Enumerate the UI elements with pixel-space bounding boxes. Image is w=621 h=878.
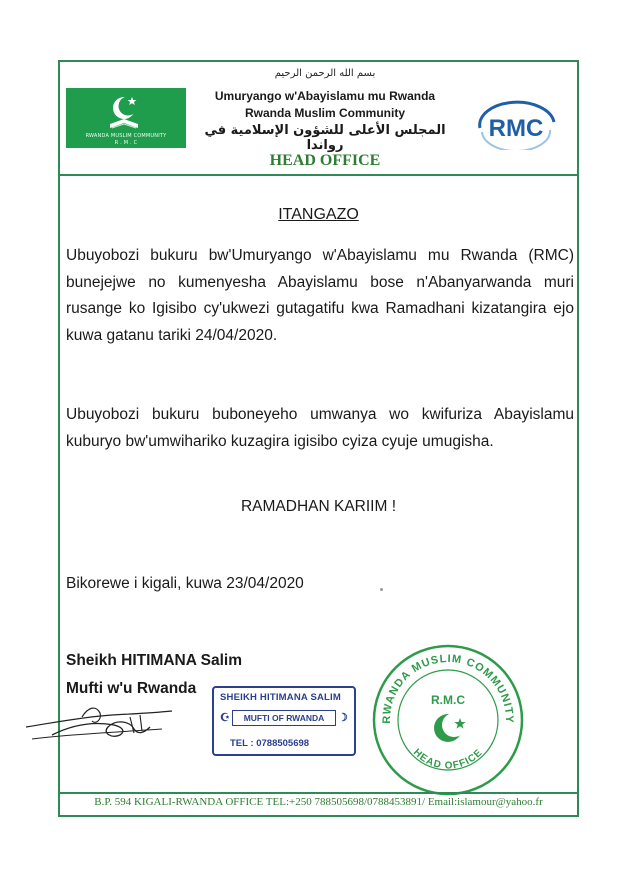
footer-divider: [60, 792, 577, 794]
stamp-title: MUFTI OF RWANDA: [232, 710, 336, 726]
mufti-stamp: [212, 686, 356, 756]
org-name-english: Rwanda Muslim Community: [244, 106, 405, 120]
logo-org-text: RWANDA MUSLIM COMMUNITY: [85, 133, 167, 139]
header-divider: [60, 174, 577, 176]
stamp-phone: TEL : 0788505698: [230, 738, 310, 749]
rmc-logo-text: RMC: [488, 115, 544, 142]
crescent-icon: ☪: [220, 712, 230, 724]
signatory-title: Mufti w'u Rwanda: [66, 680, 197, 697]
svg-text:HEAD OFFICE: [411, 747, 485, 772]
org-name-arabic: المجلس الأعلى للشؤون الإسلامية في رواندا: [204, 123, 446, 153]
stamp-bottom-text: HEAD OFFICE: [410, 747, 486, 772]
announcement-title: ITANGAZO: [278, 206, 359, 223]
stamp-name: SHEIKH HITIMANA SALIM: [220, 692, 342, 703]
head-office-label: HEAD OFFICE: [269, 152, 381, 169]
handwritten-signature: [22, 695, 182, 755]
logo-sub-text: R . M . C: [114, 140, 138, 146]
ink-dot: [380, 588, 383, 591]
date-line: Bikorewe i kigali, kuwa 23/04/2020: [66, 575, 304, 592]
paragraph-1: Ubuyobozi bukuru bw'Umuryango w'Abayislamu mu Rwanda (RMC) bunejejwe no kumenyesha Abayislamu bose n'Abanyarwanda muri rusange ko Igisibo cy'ukwezi gutagatifu kwa Ramadhani kizatangira ejo kuwa gatanu tariki 24/04/2020.: [66, 247, 574, 344]
rmc-round-stamp: [368, 640, 528, 800]
stamp-top-text: RWANDA MUSLIM COMMUNITY: [380, 652, 516, 724]
rmc-logo: [470, 100, 562, 150]
org-name-kinyarwanda: Umuryango w'Abayislamu mu Rwanda: [214, 89, 436, 103]
signatory-name: Sheikh HITIMANA Salim: [66, 652, 242, 669]
greeting: RAMADHAN KARIIM !: [240, 498, 396, 515]
paragraph-2: Ubuyobozi bukuru buboneyeho umwanya wo kwifuriza Abayislamu kuburyo bw'umwihariko kuzagira igisibo cyiza cyuje umugisha.: [66, 406, 574, 450]
rmc-green-logo: [66, 88, 186, 148]
crescent-book-icon: [66, 88, 186, 148]
footer-contact: B.P. 594 KIGALI-RWANDA OFFICE TEL:+250 788505698/0788453891/ Email:islamour@yahoo.fr: [94, 796, 543, 808]
bismillah: بسم الله الرحمن الرحيم: [274, 68, 376, 79]
stamp-center-text: R.M.C: [431, 693, 465, 707]
crescent-icon: ☽: [338, 712, 348, 724]
